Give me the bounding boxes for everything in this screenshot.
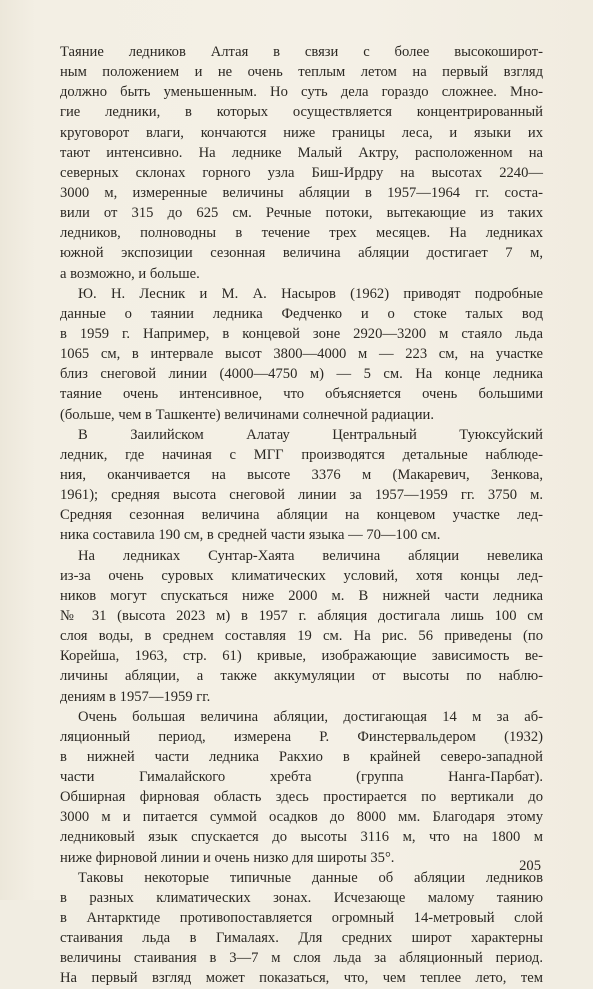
text-line: В Заилийском Алатау Центральный Туюксуйский — [78, 426, 543, 443]
text-line: величины стаивания в 3—7 м слоя льда за абляционный период. — [60, 950, 543, 967]
text-line: ников могут спускаться ниже 2000 м. В нижней части ледника — [60, 587, 543, 604]
text-line: На ледниках Сунтар-Хаята величина абляции невелика — [78, 547, 543, 564]
text-line: 3000 м, измеренные величины абляции в 1957—1964 гг. соста- — [60, 184, 543, 201]
text-line: части Гималайского хребта (группа Нанга-Парбат). — [60, 769, 543, 786]
text-line: ледник, где начиная с МГГ производятся детальные наблюде- — [60, 446, 543, 463]
text-line: 1961); средняя высота снеговой линии за 1957—1959 гг. 3750 м. — [60, 487, 543, 504]
text-line: слоя воды, в среднем составляя 19 см. На рис. 56 приведены (по — [60, 628, 543, 645]
text-line: в Антарктиде противопоставляется огромный 14-метровый слой — [60, 910, 543, 927]
text-line: На первый взгляд может показаться, что, чем теплее лето, тем — [60, 970, 543, 987]
text-line: ледников, полноводны в течение трех месяцев. На ледниках — [60, 225, 543, 242]
text-line: круговорот влаги, кончаются ниже границы леса, и языки их — [60, 124, 543, 141]
text-line: личины абляции, а также аккумуляции от высоты по наблю- — [60, 668, 543, 685]
text-line: вили от 315 до 625 см. Речные потоки, вытекающие из таких — [60, 205, 543, 222]
text-line: северных склонах горного узла Биш-Ирдру на высотах 2240— — [60, 164, 543, 181]
text-line: Обширная фирновая область здесь простирается по вертикали до — [60, 789, 543, 806]
body-text — [60, 42, 543, 989]
text-line: Таяние ледников Алтая в связи с более высокоширот- — [60, 44, 543, 60]
text-line: данные о таянии ледника Федченко и о стоке талых вод — [60, 305, 543, 322]
text-line: близ снеговой линии (4000—4750 м) — 5 см. На конце ледника — [60, 366, 543, 383]
text-line: в нижней части ледника Ракхио в крайней северо-западной — [60, 748, 543, 765]
text-line: из-за очень суровых климатических условий, хотя концы лед- — [60, 567, 543, 584]
text-line: ника составила 190 см, в средней части языка — 70—100 см. — [60, 527, 441, 544]
text-line: южной экспозиции сезонная величина абляции достигает 7 м, — [60, 245, 543, 262]
text-line: Ю. Н. Лесник и М. А. Насыров (1962) приводят подробные — [78, 285, 543, 302]
text-line: гие ледники, в которых осуществляется концентрированный — [60, 104, 543, 121]
text-line: должно быть уменьшенным. Но суть дела гораздо сложнее. Мно- — [60, 84, 543, 101]
text-line: (больше, чем в Ташкенте) величинами солнечной радиации. — [60, 406, 434, 423]
text-line: ниже фирновой линии и очень низко для широты 35°. — [60, 849, 395, 866]
text-line: дениям в 1957—1959 гг. — [60, 688, 211, 705]
text-line: ледниковый язык спускается до высоты 3116 м, что на 1800 м — [60, 829, 543, 846]
text-line: в разных климатических зонах. Исчезающе малому таянию — [60, 889, 543, 906]
text-line: ным положением и не очень теплым летом на первый взгляд — [60, 64, 543, 81]
text-line: стаивания льда в Гималаях. Для средних широт характерны — [60, 930, 543, 947]
text-line: а возможно, и больше. — [60, 265, 200, 282]
text-line: Таковы некоторые типичные данные об абляции ледников — [78, 869, 543, 886]
text-line: тают интенсивно. На леднике Малый Актру, расположенном на — [60, 144, 543, 161]
text-line: № 31 (высота 2023 м) в 1957 г. абляция достигала лишь 100 см — [60, 607, 543, 624]
text-line: Очень большая величина абляции, достигающая 14 м за аб- — [78, 708, 543, 725]
text-line: таяние очень интенсивное, что объясняется очень большими — [60, 386, 543, 403]
text-line: ния, оканчивается на высоте 3376 м (Макаревич, Зенкова, — [60, 466, 543, 483]
text-line: в 1959 г. Например, в концевой зоне 2920—3200 м стаяло льда — [60, 325, 543, 342]
text-line: Средняя сезонная величина абляции на концевом участке лед- — [60, 507, 543, 524]
text-line: 3000 м и питается суммой осадков до 8000 мм. Благодаря этому — [60, 809, 543, 826]
text-line: 1065 см, в интервале высот 3800—4000 м — 223 см, на участке — [60, 346, 543, 363]
text-line: ляционный период, измерена Р. Финстервальдером (1932) — [60, 728, 543, 745]
page-number: 205 — [519, 858, 541, 874]
text-line: Корейша, 1963, стр. 61) кривые, изображающие зависимость ве- — [60, 648, 543, 665]
